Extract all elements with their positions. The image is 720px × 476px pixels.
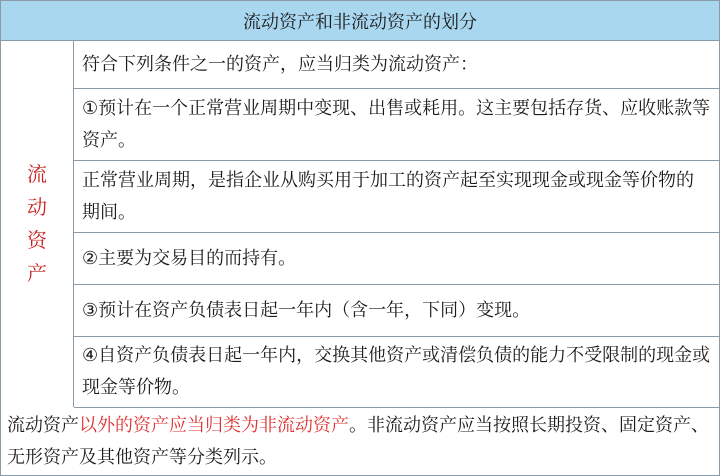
row-text: 符合下列条件之一的资产，应当归类为流动资产： bbox=[82, 53, 478, 75]
table-row bbox=[74, 161, 719, 233]
side-label: 流动资产 bbox=[27, 162, 47, 285]
table-row bbox=[74, 285, 719, 337]
table-row bbox=[74, 89, 719, 161]
row-text: 正常营业周期，是指企业从购买用于加工的资产起至实现现金或现金等价物的期间。 bbox=[82, 169, 694, 223]
row-text: ②主要为交易目的而持有。 bbox=[82, 247, 297, 269]
row-text: ③预计在资产负债表日起一年内（含一年，下同）变现。 bbox=[82, 299, 531, 321]
footer-note bbox=[1, 408, 719, 475]
footer-highlight: 以外的资产应当归类为非流动资产 bbox=[79, 415, 349, 436]
table-row bbox=[74, 233, 719, 285]
footer-part-1: 流动资产 bbox=[7, 415, 79, 436]
side-label-cell bbox=[1, 41, 74, 407]
row-text: ①预计在一个正常营业周期中变现、出售或耗用。这主要包括存货、应收账款等资产。 bbox=[82, 97, 711, 151]
table-title: 流动资产和非流动资产的划分 bbox=[1, 1, 719, 41]
footer-part-3: 。非流动资产应当按照长期投资、固定资产、无形资产及其他资产等分类列示。 bbox=[7, 415, 709, 468]
table-row bbox=[74, 337, 719, 408]
row-text: ④自资产负债表日起一年内，交换其他资产或清偿负债的能力不受限制的现金或现金等价物。 bbox=[82, 345, 711, 398]
table-row bbox=[74, 41, 719, 89]
